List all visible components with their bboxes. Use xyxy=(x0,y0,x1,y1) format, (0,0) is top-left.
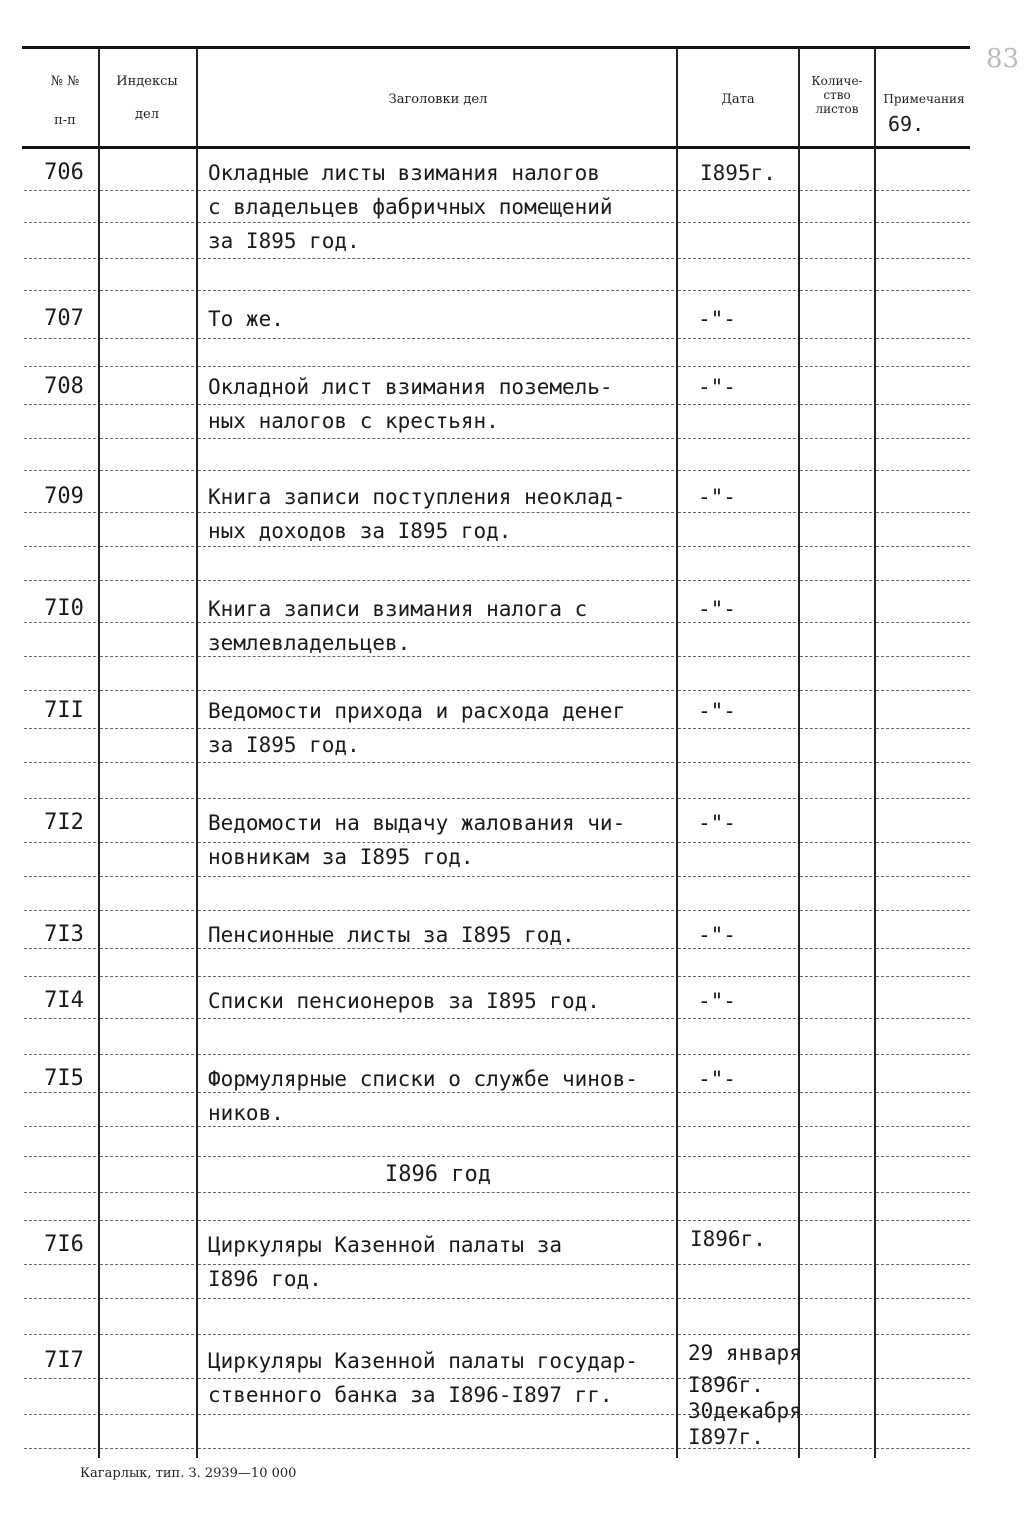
row-rule xyxy=(876,438,970,439)
row-rule xyxy=(678,910,796,911)
row-rule xyxy=(876,842,970,843)
row-rule xyxy=(198,258,674,259)
row-rule xyxy=(24,580,96,581)
row-rule xyxy=(876,948,970,949)
row-rule xyxy=(876,366,970,367)
row-rule xyxy=(100,1414,194,1415)
entry-date: -"- xyxy=(698,923,736,947)
row-rule xyxy=(678,190,796,191)
row-rule xyxy=(678,580,796,581)
row-rule xyxy=(876,338,970,339)
row-rule xyxy=(800,546,872,547)
row-rule xyxy=(876,910,970,911)
entry-num: 7I5 xyxy=(44,1066,84,1091)
row-rule xyxy=(876,798,970,799)
row-rule xyxy=(100,728,194,729)
entry-title-line: новникам за I895 год. xyxy=(208,845,474,869)
row-rule xyxy=(24,512,96,513)
row-rule xyxy=(100,656,194,657)
row-rule xyxy=(100,366,194,367)
entry-date: -"- xyxy=(698,989,736,1013)
entry-title-line: Ведомости прихода и расхода денег xyxy=(208,699,626,723)
row-rule xyxy=(24,690,96,691)
entry-num: 7II xyxy=(44,698,84,723)
row-rule xyxy=(198,1334,674,1335)
notes-value: 69. xyxy=(888,112,925,136)
entry-title-line: за I895 год. xyxy=(208,229,360,253)
entry-title-line: землевладельцев. xyxy=(208,631,411,655)
row-rule xyxy=(24,438,96,439)
row-rule xyxy=(24,622,96,623)
entry-title-line: ных налогов с крестьян. xyxy=(208,409,499,433)
row-rule xyxy=(24,1092,96,1093)
row-rule xyxy=(100,910,194,911)
row-rule xyxy=(876,1448,970,1449)
row-rule xyxy=(876,1264,970,1265)
row-rule xyxy=(100,762,194,763)
row-rule xyxy=(24,910,96,911)
row-rule xyxy=(24,1378,96,1379)
entry-title-line: Циркуляры Казенной палаты государ- xyxy=(208,1349,638,1373)
entry-date: -"- xyxy=(698,699,736,723)
row-rule xyxy=(876,1298,970,1299)
row-rule xyxy=(198,580,674,581)
entry-title-line: ников. xyxy=(208,1101,284,1125)
row-rule xyxy=(24,876,96,877)
row-rule xyxy=(876,622,970,623)
col-line-5 xyxy=(874,48,876,1458)
row-rule xyxy=(876,258,970,259)
row-rule xyxy=(678,976,796,977)
entry-title xyxy=(208,592,678,660)
row-rule xyxy=(876,190,970,191)
row-rule xyxy=(678,798,796,799)
corner-handwritten-mark: 83 xyxy=(986,44,1020,74)
entry-num: 7I0 xyxy=(44,596,84,621)
row-rule xyxy=(24,222,96,223)
entry-title xyxy=(208,806,678,874)
row-rule xyxy=(24,1126,96,1127)
row-rule xyxy=(24,258,96,259)
header-num-line2: п-п xyxy=(54,113,76,128)
row-rule xyxy=(24,728,96,729)
row-rule xyxy=(198,690,674,691)
row-rule xyxy=(876,1092,970,1093)
entry-date: I896г. xyxy=(690,1227,766,1251)
entry-num: 7I7 xyxy=(44,1348,84,1373)
row-rule xyxy=(876,976,970,977)
entry-date: -"- xyxy=(698,1067,736,1091)
row-rule xyxy=(198,366,674,367)
row-rule xyxy=(100,1448,194,1449)
row-rule xyxy=(24,1220,96,1221)
row-rule xyxy=(100,1092,194,1093)
entry-date-line: I896г. xyxy=(688,1373,764,1397)
header-title: Заголовки дел xyxy=(388,92,488,107)
row-rule xyxy=(876,876,970,877)
row-rule xyxy=(24,1298,96,1299)
row-rule xyxy=(678,1126,796,1127)
entry-title: То же. xyxy=(208,307,284,331)
row-rule xyxy=(100,190,194,191)
row-rule xyxy=(24,1414,96,1415)
row-rule xyxy=(800,910,872,911)
entry-num: 708 xyxy=(44,374,84,399)
entry-title xyxy=(208,480,678,548)
row-rule xyxy=(800,190,872,191)
entry-title-line: ственного банка за I896-I897 гг. xyxy=(208,1383,613,1407)
entry-title-line: Книга записи взимания налога с xyxy=(208,597,588,621)
row-rule xyxy=(678,876,796,877)
row-rule xyxy=(800,1192,872,1193)
row-rule xyxy=(678,290,796,291)
entry-date: I895г. xyxy=(700,161,776,185)
row-rule xyxy=(198,470,674,471)
row-rule xyxy=(100,1126,194,1127)
row-rule xyxy=(198,438,674,439)
row-rule xyxy=(100,798,194,799)
row-rule xyxy=(800,470,872,471)
row-rule xyxy=(198,762,674,763)
row-rule xyxy=(24,976,96,977)
col-line-2 xyxy=(196,48,198,1458)
row-rule xyxy=(876,1220,970,1221)
row-rule xyxy=(100,222,194,223)
row-rule xyxy=(24,546,96,547)
row-rule xyxy=(800,438,872,439)
entry-title xyxy=(208,1344,678,1412)
header-index-line2: дел xyxy=(135,107,159,122)
row-rule xyxy=(800,842,872,843)
row-rule xyxy=(24,1264,96,1265)
row-rule xyxy=(678,1156,796,1157)
row-rule xyxy=(198,338,674,339)
row-rule xyxy=(678,1264,796,1265)
row-rule xyxy=(800,656,872,657)
row-rule xyxy=(100,1378,194,1379)
row-rule xyxy=(800,1334,872,1335)
entry-title-line: Формулярные списки о службе чинов- xyxy=(208,1067,638,1091)
row-rule xyxy=(198,976,674,977)
row-rule xyxy=(100,470,194,471)
row-rule xyxy=(100,622,194,623)
row-rule xyxy=(876,1378,970,1379)
entry-title: Списки пенсионеров за I895 год. xyxy=(208,989,600,1013)
row-rule xyxy=(198,1192,674,1193)
row-rule xyxy=(876,546,970,547)
row-rule xyxy=(800,1018,872,1019)
row-rule xyxy=(678,842,796,843)
row-rule xyxy=(24,190,96,191)
row-rule xyxy=(24,798,96,799)
row-rule xyxy=(678,338,796,339)
row-rule xyxy=(678,366,796,367)
row-rule xyxy=(24,338,96,339)
header-num xyxy=(34,74,96,128)
entry-title-line: Книга записи поступления неоклад- xyxy=(208,485,626,509)
row-rule xyxy=(678,258,796,259)
row-rule xyxy=(198,1298,674,1299)
row-rule xyxy=(198,1414,674,1415)
row-rule xyxy=(800,338,872,339)
entry-title-line: за I895 год. xyxy=(208,733,360,757)
row-rule xyxy=(678,546,796,547)
entry-date: -"- xyxy=(698,307,736,331)
entry-num: 709 xyxy=(44,484,84,509)
row-rule xyxy=(800,290,872,291)
entry-title-line: ных доходов за I895 год. xyxy=(208,519,512,543)
entry-date: -"- xyxy=(698,811,736,835)
row-rule xyxy=(876,1414,970,1415)
row-rule xyxy=(876,728,970,729)
row-rule xyxy=(876,656,970,657)
row-rule xyxy=(198,290,674,291)
entry-num: 706 xyxy=(44,160,84,185)
entry-date-line: I897г. xyxy=(688,1425,764,1449)
row-rule xyxy=(198,1220,674,1221)
entry-title-line: Ведомости на выдачу жалования чи- xyxy=(208,811,626,835)
row-rule xyxy=(100,976,194,977)
row-rule xyxy=(678,690,796,691)
row-rule xyxy=(24,366,96,367)
entry-date-line: 29 января xyxy=(688,1341,802,1365)
entry-title xyxy=(208,156,678,258)
row-rule xyxy=(678,728,796,729)
row-rule xyxy=(24,1448,96,1449)
print-footer: Кагарлык, тип. З. 2939—10 000 xyxy=(80,1466,297,1481)
header-sheets-line1: Количе- xyxy=(811,74,863,88)
entry-num: 7I2 xyxy=(44,810,84,835)
entry-title: Пенсионные листы за I895 год. xyxy=(208,923,575,947)
row-rule xyxy=(198,910,674,911)
row-rule xyxy=(876,290,970,291)
row-rule xyxy=(24,1156,96,1157)
row-rule xyxy=(800,1156,872,1157)
entry-num: 707 xyxy=(44,306,84,331)
row-rule xyxy=(876,470,970,471)
row-rule xyxy=(876,762,970,763)
header-rule xyxy=(22,146,970,149)
row-rule xyxy=(800,762,872,763)
row-rule xyxy=(876,512,970,513)
row-rule xyxy=(800,258,872,259)
row-rule xyxy=(800,222,872,223)
entry-num: 7I4 xyxy=(44,988,84,1013)
row-rule xyxy=(678,656,796,657)
row-rule xyxy=(100,1298,194,1299)
row-rule xyxy=(800,1298,872,1299)
row-rule xyxy=(100,1192,194,1193)
header-num-line1: № № xyxy=(50,74,80,89)
row-rule xyxy=(198,876,674,877)
col-line-1 xyxy=(98,48,100,1458)
row-rule xyxy=(678,438,796,439)
entry-title xyxy=(208,1062,678,1130)
row-rule xyxy=(24,1334,96,1335)
row-rule xyxy=(100,546,194,547)
row-rule xyxy=(876,222,970,223)
header-index xyxy=(100,74,194,122)
row-rule xyxy=(800,1054,872,1055)
row-rule xyxy=(100,438,194,439)
row-rule xyxy=(800,728,872,729)
row-rule xyxy=(100,690,194,691)
header-sheets-line3: листов xyxy=(815,102,859,116)
entry-date-line: 30декабря xyxy=(688,1399,802,1423)
row-rule xyxy=(100,1054,194,1055)
row-rule xyxy=(24,404,96,405)
entry-num: 7I6 xyxy=(44,1232,84,1257)
row-rule xyxy=(24,1018,96,1019)
row-rule xyxy=(100,258,194,259)
entry-date: -"- xyxy=(698,485,736,509)
row-rule xyxy=(100,1220,194,1221)
row-rule xyxy=(876,1192,970,1193)
row-rule xyxy=(100,404,194,405)
row-rule xyxy=(100,512,194,513)
row-rule xyxy=(876,1126,970,1127)
row-rule xyxy=(24,470,96,471)
row-rule xyxy=(100,1156,194,1157)
row-rule xyxy=(876,1334,970,1335)
row-rule xyxy=(24,656,96,657)
row-rule xyxy=(678,1334,796,1335)
row-rule xyxy=(24,842,96,843)
top-rule xyxy=(22,46,970,49)
header-index-line1: Индексы xyxy=(116,74,178,89)
header-sheets-line2: ство xyxy=(823,88,851,102)
row-rule xyxy=(678,762,796,763)
row-rule xyxy=(100,842,194,843)
row-rule xyxy=(24,290,96,291)
row-rule xyxy=(100,876,194,877)
row-rule xyxy=(100,1264,194,1265)
entry-num: 7I3 xyxy=(44,922,84,947)
header-notes: Примечания xyxy=(883,92,965,106)
row-rule xyxy=(198,798,674,799)
row-rule xyxy=(876,1156,970,1157)
row-rule xyxy=(198,1156,674,1157)
row-rule xyxy=(800,1126,872,1127)
row-rule xyxy=(24,762,96,763)
header-sheets xyxy=(800,74,874,116)
row-rule xyxy=(24,1192,96,1193)
row-rule xyxy=(100,290,194,291)
row-rule xyxy=(800,580,872,581)
row-rule xyxy=(876,1054,970,1055)
row-rule xyxy=(876,1018,970,1019)
row-rule xyxy=(678,404,796,405)
entry-title xyxy=(208,694,678,762)
entry-title-line: Окладные листы взимания налогов xyxy=(208,161,600,185)
entry-title-line: I896 год. xyxy=(208,1267,322,1291)
row-rule xyxy=(198,1054,674,1055)
entry-title-line: Окладной лист взимания поземель- xyxy=(208,375,613,399)
row-rule xyxy=(100,948,194,949)
row-rule xyxy=(800,876,872,877)
section-heading-1896: I896 год xyxy=(385,1162,491,1187)
row-rule xyxy=(198,1448,674,1449)
row-rule xyxy=(800,976,872,977)
row-rule xyxy=(678,470,796,471)
row-rule xyxy=(678,1054,796,1055)
entry-title-line: с владельцев фабричных помещений xyxy=(208,195,613,219)
row-rule xyxy=(678,1018,796,1019)
row-rule xyxy=(800,1220,872,1221)
row-rule xyxy=(678,222,796,223)
row-rule xyxy=(800,404,872,405)
entry-date: -"- xyxy=(698,597,736,621)
entry-date: -"- xyxy=(698,375,736,399)
entry-title xyxy=(208,1228,678,1296)
row-rule xyxy=(800,690,872,691)
row-rule xyxy=(876,580,970,581)
row-rule xyxy=(198,1018,674,1019)
entry-date xyxy=(688,1340,812,1450)
row-rule xyxy=(100,580,194,581)
row-rule xyxy=(800,366,872,367)
row-rule xyxy=(678,1298,796,1299)
row-rule xyxy=(876,690,970,691)
row-rule xyxy=(100,1018,194,1019)
row-rule xyxy=(100,1334,194,1335)
row-rule xyxy=(24,948,96,949)
row-rule xyxy=(678,1192,796,1193)
header-date: Дата xyxy=(721,92,755,107)
row-rule xyxy=(876,404,970,405)
row-rule xyxy=(100,338,194,339)
row-rule xyxy=(800,1264,872,1265)
row-rule xyxy=(678,1220,796,1221)
row-rule xyxy=(800,798,872,799)
entry-title-line: Циркуляры Казенной палаты за xyxy=(208,1233,563,1257)
row-rule xyxy=(24,1054,96,1055)
entry-title xyxy=(208,370,678,438)
